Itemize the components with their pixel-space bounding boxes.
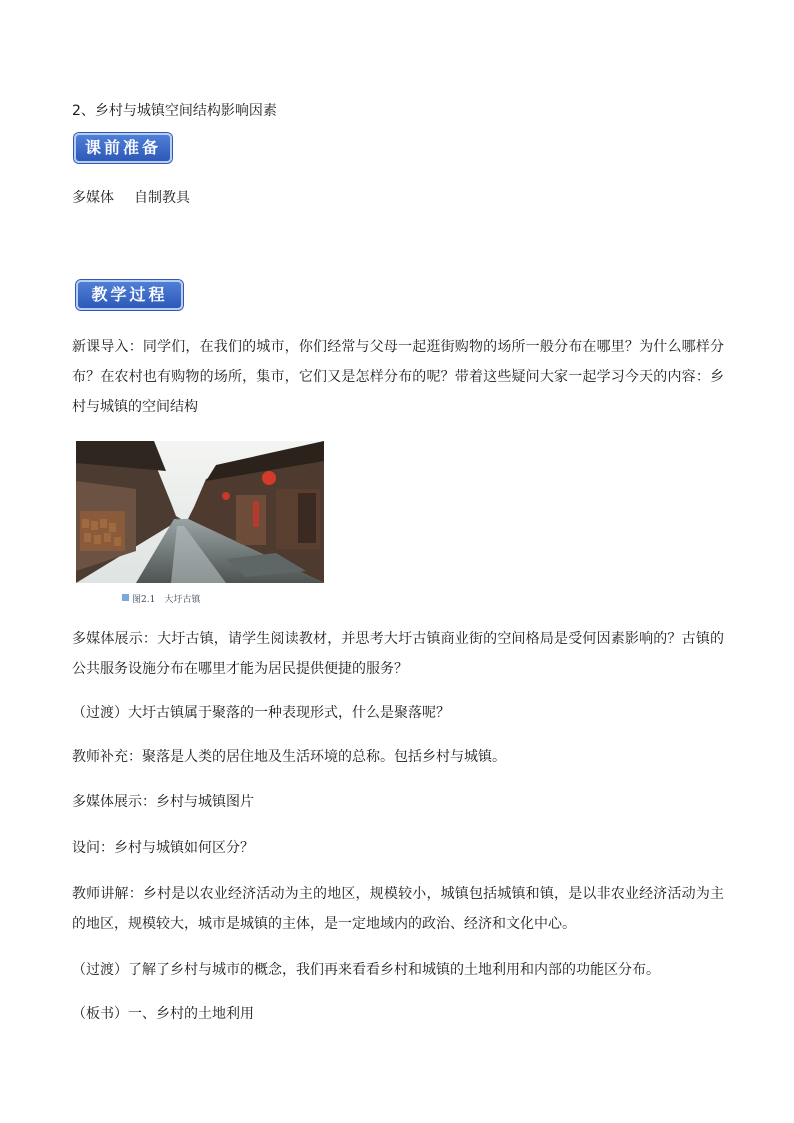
teacher-supplement-paragraph: 教师补充：聚落是人类的居住地及生活环境的总称。包括乡村与城镇。 [72,749,506,765]
heading-item: 2、乡村与城镇空间结构影响因素 [72,103,277,119]
transition-paragraph-2: （过渡）了解了乡村与城市的概念，我们再来看看乡村和城镇的土地利用和内部的功能区分布。 [72,962,660,978]
daxu-town-photo [76,441,324,583]
badge-teaching-process: 教学过程 [76,280,183,310]
figure-caption: 图2.1 大圩古镇 [132,595,201,605]
prep-materials [72,188,190,208]
media-show-paragraph-2: 多媒体展示：乡村与城镇图片 [72,794,254,810]
board-note: （板书）一、乡村的土地利用 [72,1006,254,1022]
badge-lesson-prep: 课前准备 [74,133,172,163]
question-paragraph: 设问：乡村与城镇如何区分？ [72,840,254,856]
prep-item-teaching-aids: 自制教具 [134,190,190,206]
intro-paragraph: 新课导入：同学们，在我们的城市，你们经常与父母一起逛街购物的场所一般分布在哪里？为什么哪样分布？在农村也有购物的场所，集市，它们又是怎样分布的呢？带着这些疑问大家一起学习今天的内容：乡村与城镇的空间结构 [72,339,724,415]
caption-marker [122,594,129,601]
transition-paragraph-1: （过渡）大圩古镇属于聚落的一种表现形式，什么是聚落呢？ [72,705,450,721]
teacher-explanation-paragraph: 教师讲解：乡村是以农业经济活动为主的地区，规模较小，城镇包括城镇和镇，是以非农业经济活动为主的地区，规模较大，城市是城镇的主体，是一定地域内的政治、经济和文化中心。 [72,886,724,932]
media-show-paragraph-1: 多媒体展示：大圩古镇，请学生阅读教材，并思考大圩古镇商业街的空间格局是受何因素影响的？古镇的公共服务设施分布在哪里才能为居民提供便捷的服务？ [72,631,724,677]
prep-item-multimedia: 多媒体 [72,190,114,206]
